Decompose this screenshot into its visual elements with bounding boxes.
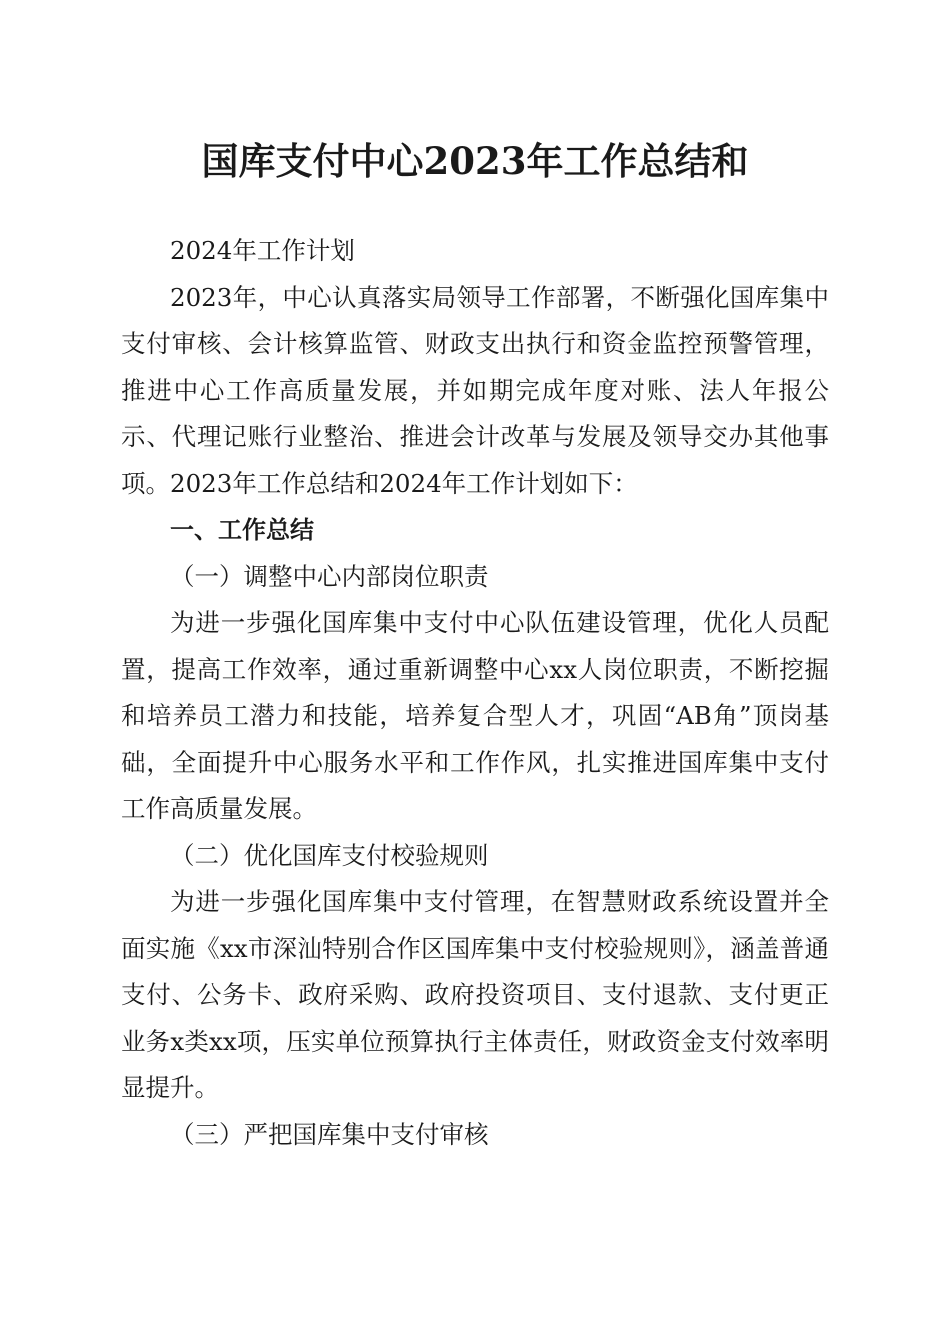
- subsection-heading-1: （一）调整中心内部岗位职责: [170, 561, 489, 591]
- document-body: [121, 228, 829, 1158]
- subsection-heading-3: （三）严把国库集中支付审核: [170, 1119, 489, 1149]
- section-heading-work-summary: 一、工作总结: [170, 516, 314, 544]
- subsection-paragraph-2: 为进一步强化国库集中支付管理，在智慧财政系统设置并全面实施《xx市深汕特别合作区国库集中支付校验规则》，涵盖普通支付、公务卡、政府采购、政府投资项目、支付退款、支付更正业务x类xx项，压实单位预算执行主体责任，财政资金支付效率明显提升。: [121, 887, 829, 1102]
- document-title: 国库支付中心2023年工作总结和: [201, 139, 749, 183]
- subsection-paragraph-1: 为进一步强化国库集中支付中心队伍建设管理，优化人员配置，提高工作效率，通过重新调整中心xx人岗位职责，不断挖掘和培养员工潜力和技能，培养复合型人才，巩固“AB角”顶岗基础，全面提升中心服务水平和工作作风，扎实推进国库集中支付工作高质量发展。: [121, 608, 829, 823]
- intro-paragraph: 2023年，中心认真落实局领导工作部署，不断强化国库集中支付审核、会计核算监管、财政支出执行和资金监控预警管理，推进中心工作高质量发展，并如期完成年度对账、法人年报公示、代理记账行业整治、推进会计改革与发展及领导交办其他事项。2023年工作总结和2024年工作计划如下：: [121, 282, 829, 498]
- subsection-heading-2: （二）优化国库支付校验规则: [170, 840, 489, 870]
- subtitle-line: 2024年工作计划: [170, 236, 355, 265]
